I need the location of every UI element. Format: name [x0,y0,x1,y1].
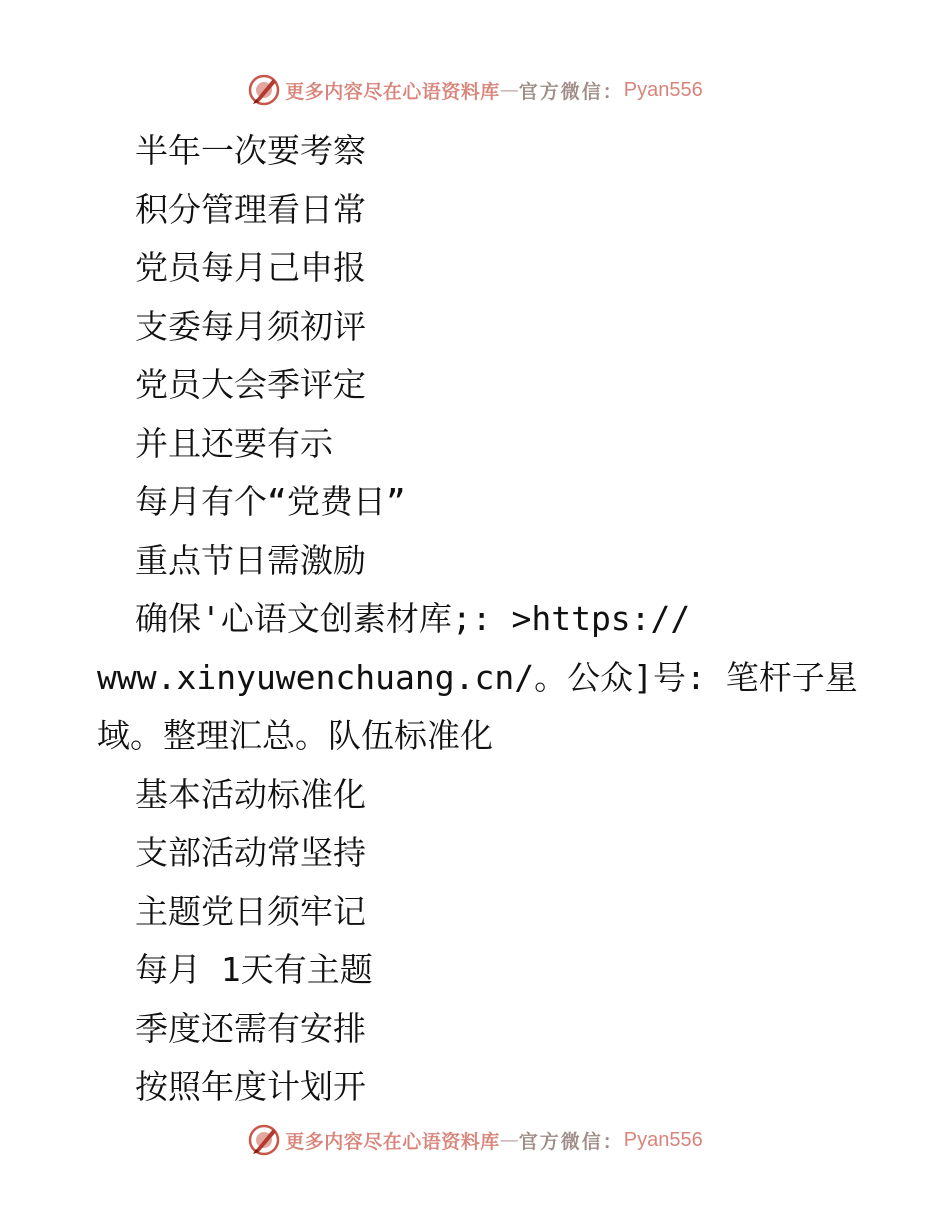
text-line: 域。整理汇总。队伍标准化 [97,716,493,755]
text-line: 支部活动常坚持 [135,833,366,872]
text-line: 重点节日需激励 [135,540,366,580]
banner-text: 更多内容尽在心语资料库 [285,1130,500,1153]
banner-separator: — [499,79,519,101]
text-line: 支委每月须初评 [135,306,366,346]
logo-icon [247,1123,281,1157]
text-line: 每月 1天有主题 [135,950,373,989]
footer-banner [0,1120,950,1160]
banner-separator: — [499,1129,519,1151]
text-line: www.xinyuwenchuang.cn/。公众]号: 笔杆子星 [97,657,858,697]
banner-official-label: 官方微信： [518,1130,624,1153]
header-banner [0,70,950,110]
text-line: 按照年度计划开 [135,1067,366,1106]
banner-official-label: 官方微信： [518,80,624,103]
text-line: 党员每月己申报 [135,248,366,287]
text-line: 党员大会季评定 [135,365,366,404]
banner-wechat-id: Pyan556 [623,1128,703,1151]
document-body [97,122,858,1117]
text-line: 半年一次要考察 [135,131,366,170]
text-line: 每月有个“党费日” [135,482,406,521]
text-line: 基本活动标准化 [135,774,366,814]
logo-icon [247,73,281,107]
text-line: 主题党日须牢记 [135,891,366,931]
banner-text: 更多内容尽在心语资料库 [285,80,500,103]
text-line: 积分管理看日常 [135,189,366,229]
text-line: 季度还需有安排 [135,1008,366,1048]
banner-wechat-id: Pyan556 [623,78,703,101]
text-line: 并且还要有示 [135,423,333,463]
text-line: 确保'心语文创素材库;: >https:// [135,599,691,638]
